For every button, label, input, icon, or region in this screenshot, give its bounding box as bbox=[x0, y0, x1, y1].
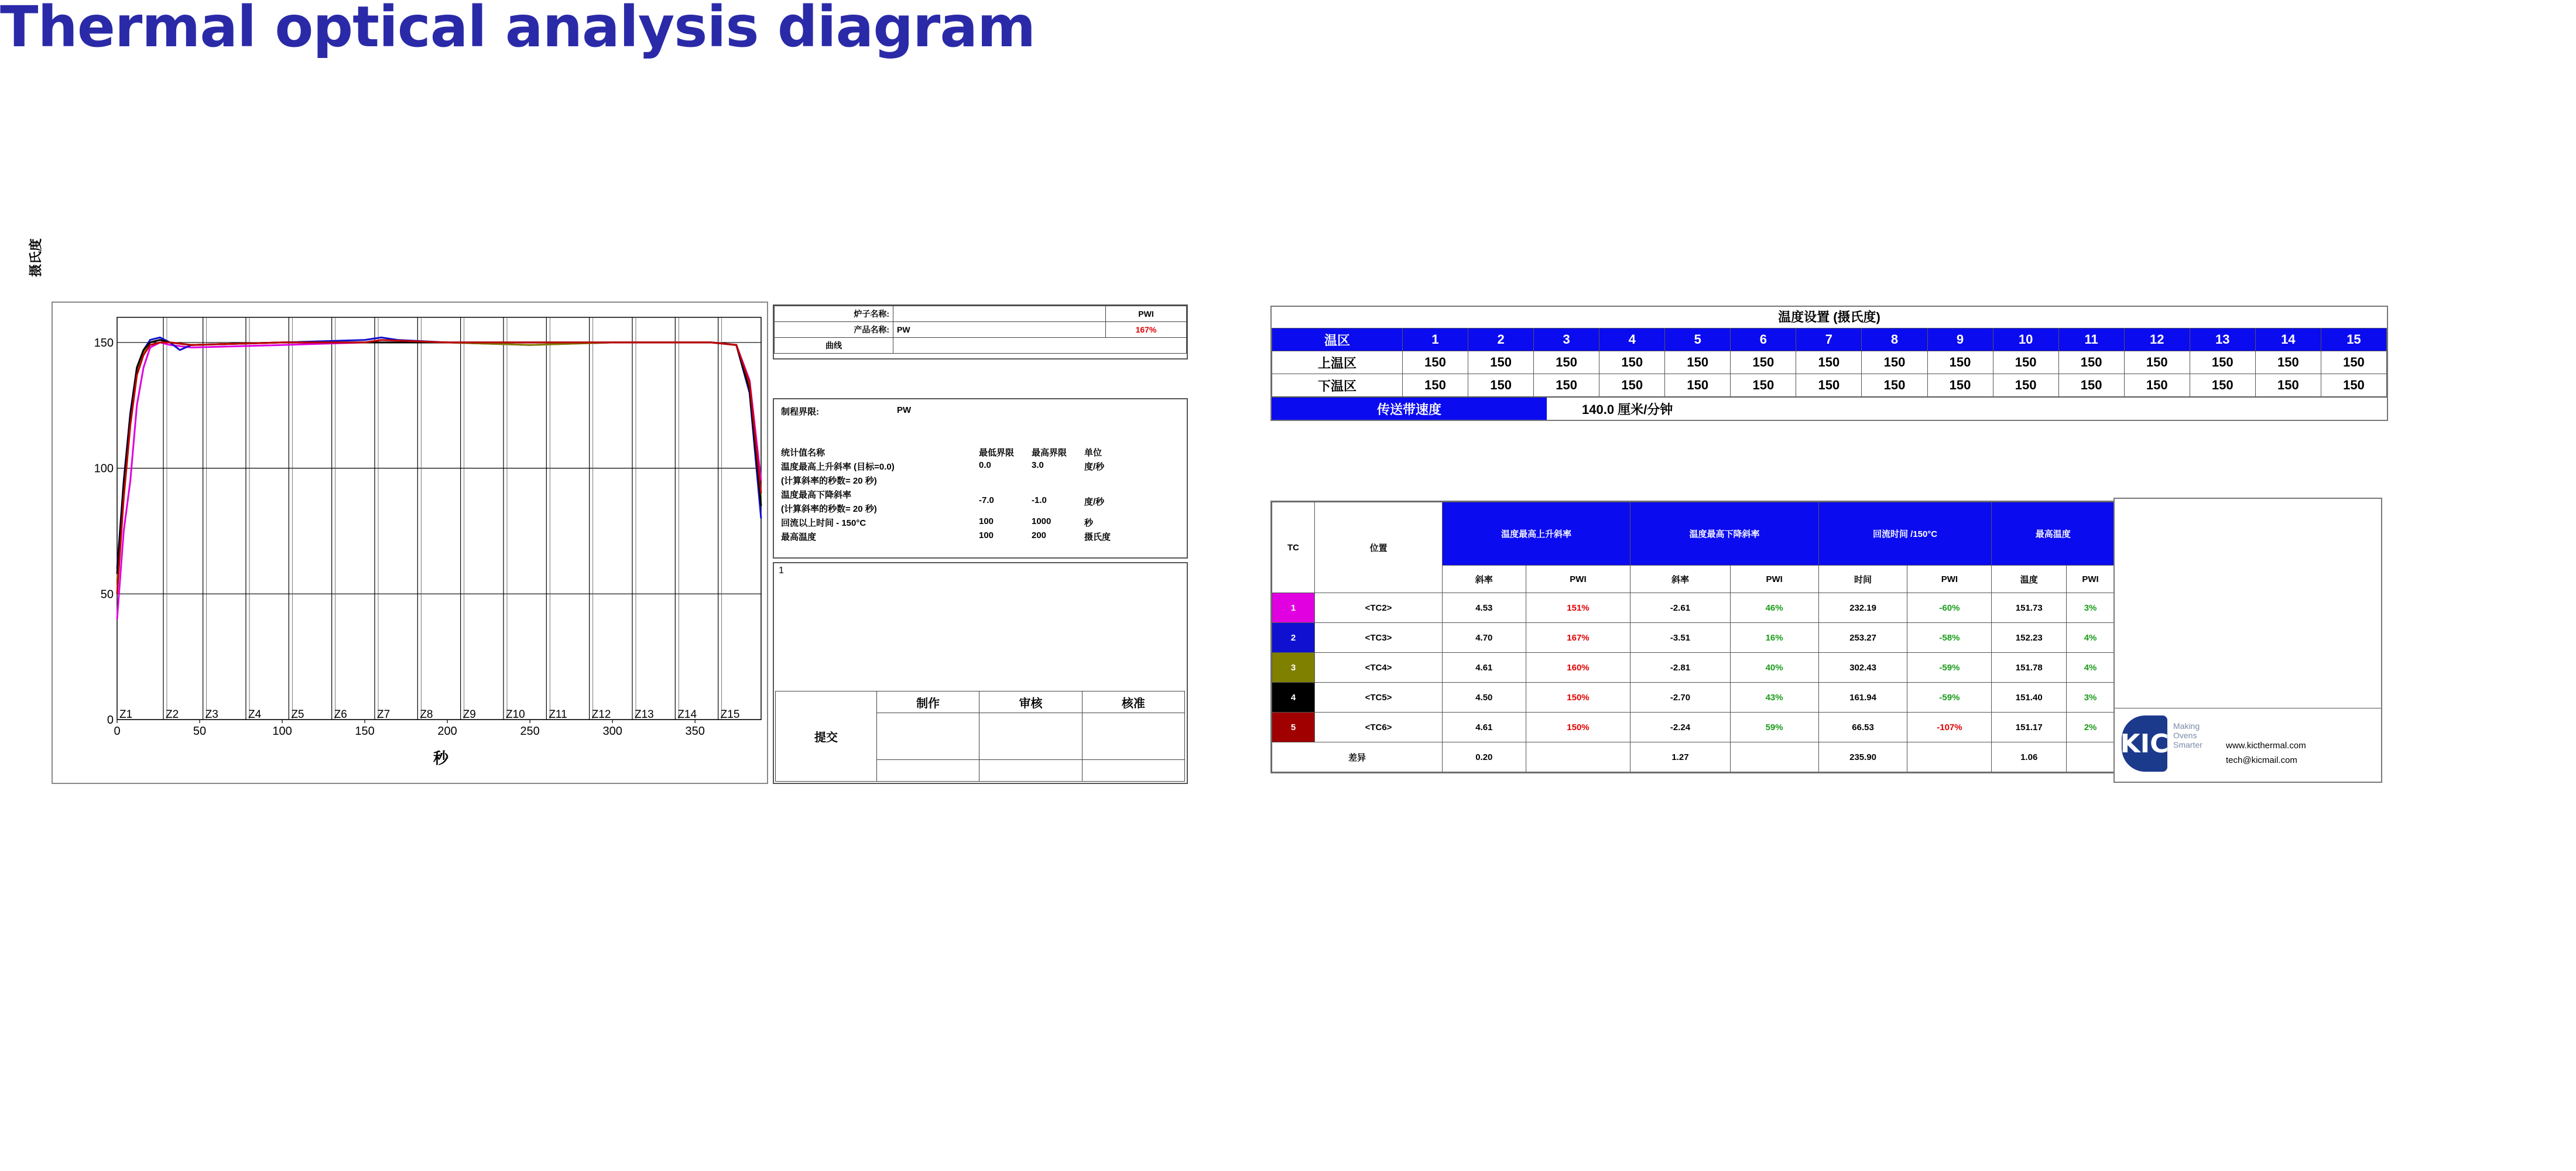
value-cell: -2.24 bbox=[1630, 713, 1730, 742]
pwi-cell: 160% bbox=[1526, 653, 1630, 683]
y-axis-label: 摄氏度 bbox=[28, 238, 43, 278]
limit-name: 温度最高上升斜率 (目标=0.0) bbox=[781, 462, 895, 472]
value-cell: 4.61 bbox=[1443, 653, 1526, 683]
value-cell: -3.51 bbox=[1630, 623, 1730, 653]
limit-name: (计算斜率的秒数= 20 秒) bbox=[781, 476, 877, 486]
zone-number: 8 bbox=[1862, 328, 1927, 351]
lower-zone-value: 150 bbox=[2058, 374, 2124, 397]
plot-area bbox=[117, 317, 761, 720]
upper-zone-value: 150 bbox=[2190, 351, 2255, 374]
make-field[interactable] bbox=[877, 713, 979, 760]
difference-value bbox=[1526, 742, 1630, 772]
value-cell: -2.61 bbox=[1630, 593, 1730, 623]
upper-zone-value: 150 bbox=[1665, 351, 1731, 374]
pwi-cell: 2% bbox=[2067, 713, 2115, 742]
zone-number: 5 bbox=[1665, 328, 1731, 351]
sub-header: PWI bbox=[1907, 566, 1992, 593]
zone-label: Z9 bbox=[463, 708, 476, 721]
pwi-label: PWI bbox=[1106, 306, 1187, 322]
process-value: PW bbox=[897, 405, 912, 415]
sub-header: PWI bbox=[1730, 566, 1818, 593]
zone-label: Z12 bbox=[591, 708, 611, 721]
signoff-table bbox=[775, 691, 1185, 782]
pwi-cell: -107% bbox=[1907, 713, 1992, 742]
max-rise-slope-header: 温度最高上升斜率 bbox=[1443, 502, 1630, 566]
limit-low: -7.0 bbox=[979, 495, 994, 505]
upper-zone-row bbox=[1272, 351, 2387, 374]
zone-label: Z2 bbox=[165, 708, 179, 721]
limit-low: 0.0 bbox=[979, 460, 991, 470]
pwi-cell: 40% bbox=[1730, 653, 1818, 683]
lower-zone-value: 150 bbox=[1403, 374, 1468, 397]
process-limits-box bbox=[773, 398, 1188, 559]
tc-position: <TC2> bbox=[1315, 593, 1443, 623]
lower-zone-value: 150 bbox=[2255, 374, 2321, 397]
lower-zone-value: 150 bbox=[2124, 374, 2190, 397]
logo-panel bbox=[2113, 498, 2382, 783]
product-name-label: 产品名称: bbox=[775, 322, 893, 338]
logo-tagline: Making Ovens Smarter bbox=[2173, 721, 2202, 749]
upper-zone-value: 150 bbox=[2321, 351, 2386, 374]
limit-unit: 摄氏度 bbox=[1084, 532, 1111, 542]
sub-header: PWI bbox=[2067, 566, 2115, 593]
limits-header-unit: 单位 bbox=[1084, 448, 1102, 458]
lower-zone-row bbox=[1272, 374, 2387, 397]
value-cell: 4.70 bbox=[1443, 623, 1526, 653]
value-cell: 152.23 bbox=[1992, 623, 2067, 653]
sub-header: 斜率 bbox=[1630, 566, 1730, 593]
x-tick-label: 50 bbox=[193, 725, 207, 738]
value-cell: 253.27 bbox=[1818, 623, 1907, 653]
zone-header-label: 温区 bbox=[1272, 328, 1403, 351]
logo-area bbox=[2115, 708, 2381, 782]
value-cell: 302.43 bbox=[1818, 653, 1907, 683]
zone-label: Z3 bbox=[205, 708, 218, 721]
oven-info-table bbox=[774, 306, 1187, 354]
limit-name: 回流以上时间 - 150°C bbox=[781, 518, 866, 528]
value-cell: 66.53 bbox=[1818, 713, 1907, 742]
x-tick-label: 250 bbox=[520, 725, 540, 738]
tc-position: <TC5> bbox=[1315, 683, 1443, 713]
table-row bbox=[775, 306, 1187, 322]
pwi-cell: 151% bbox=[1526, 593, 1630, 623]
lower-zone-value: 150 bbox=[1927, 374, 1993, 397]
zone-label: Z7 bbox=[377, 708, 390, 721]
limit-unit: 度/秒 bbox=[1084, 497, 1105, 507]
zone-label: Z6 bbox=[334, 708, 347, 721]
results-table bbox=[1272, 502, 2115, 772]
limit-unit: 秒 bbox=[1084, 518, 1094, 528]
difference-value: 235.90 bbox=[1818, 742, 1907, 772]
value-cell: 151.40 bbox=[1992, 683, 2067, 713]
table-row bbox=[1272, 653, 2115, 683]
lower-zone-value: 150 bbox=[2321, 374, 2386, 397]
upper-zone-value: 150 bbox=[1403, 351, 1468, 374]
curve-value bbox=[893, 338, 1187, 354]
limit-high: 200 bbox=[1032, 530, 1047, 540]
oven-name-label: 炉子名称: bbox=[775, 306, 893, 322]
tc-swatch: 2 bbox=[1272, 623, 1315, 653]
conveyor-speed-value: 140.0 厘米/分钟 bbox=[1582, 402, 1673, 417]
pwi-cell: 59% bbox=[1730, 713, 1818, 742]
results-panel bbox=[1270, 501, 2116, 773]
pwi-cell: -60% bbox=[1907, 593, 1992, 623]
oven-info-box bbox=[773, 304, 1188, 359]
limit-low: 100 bbox=[979, 530, 994, 540]
upper-zone-value: 150 bbox=[2058, 351, 2124, 374]
max-fall-slope-header: 温度最高下降斜率 bbox=[1630, 502, 1818, 566]
limits-header-high: 最高界限 bbox=[1032, 448, 1067, 458]
table-row bbox=[1272, 623, 2115, 653]
oven-name-value bbox=[893, 306, 1106, 322]
value-cell: 161.94 bbox=[1818, 683, 1907, 713]
pwi-cell: 167% bbox=[1526, 623, 1630, 653]
pwi-cell: -59% bbox=[1907, 653, 1992, 683]
pwi-cell: -59% bbox=[1907, 683, 1992, 713]
limits-header-name: 统计值名称 bbox=[781, 448, 825, 458]
zone-number: 9 bbox=[1927, 328, 1993, 351]
sub-header: PWI bbox=[1526, 566, 1630, 593]
lower-zone-value: 150 bbox=[1731, 374, 1796, 397]
upper-zone-value: 150 bbox=[1731, 351, 1796, 374]
tc-swatch: 3 bbox=[1272, 653, 1315, 683]
lower-zone-value: 150 bbox=[1534, 374, 1599, 397]
limit-low: 100 bbox=[979, 516, 994, 526]
value-cell: 151.73 bbox=[1992, 593, 2067, 623]
make-date-field[interactable] bbox=[877, 760, 979, 782]
tc-position: <TC6> bbox=[1315, 713, 1443, 742]
table-row bbox=[776, 691, 1185, 713]
pwi-cell: 4% bbox=[2067, 653, 2115, 683]
tc-position: <TC3> bbox=[1315, 623, 1443, 653]
lower-zone-label: 下温区 bbox=[1272, 374, 1403, 397]
sub-header: 斜率 bbox=[1443, 566, 1526, 593]
pwi-cell: 3% bbox=[2067, 593, 2115, 623]
x-tick-label: 0 bbox=[114, 725, 121, 738]
zone-label: Z1 bbox=[119, 708, 133, 721]
y-tick-label: 100 bbox=[94, 462, 114, 475]
tc-position: <TC4> bbox=[1315, 653, 1443, 683]
zone-label: Z13 bbox=[635, 708, 654, 721]
pwi-cell: -58% bbox=[1907, 623, 1992, 653]
sub-header: 温度 bbox=[1992, 566, 2067, 593]
review-date-field[interactable] bbox=[979, 760, 1082, 782]
pwi-cell: 16% bbox=[1730, 623, 1818, 653]
page-title: Thermal optical analysis diagram bbox=[0, 0, 1036, 60]
x-tick-label: 300 bbox=[602, 725, 622, 738]
zone-number: 3 bbox=[1534, 328, 1599, 351]
lower-zone-value: 150 bbox=[1993, 374, 2058, 397]
value-cell: 232.19 bbox=[1818, 593, 1907, 623]
pwi-cell: 150% bbox=[1526, 683, 1630, 713]
pwi-cell: 46% bbox=[1730, 593, 1818, 623]
upper-zone-value: 150 bbox=[2255, 351, 2321, 374]
difference-value bbox=[1730, 742, 1818, 772]
tc-swatch: 1 bbox=[1272, 593, 1315, 623]
review-field[interactable] bbox=[979, 713, 1082, 760]
zone-number: 10 bbox=[1993, 328, 2058, 351]
process-label: 制程界限: bbox=[781, 407, 819, 417]
value-cell: 4.61 bbox=[1443, 713, 1526, 742]
zone-label: Z8 bbox=[420, 708, 433, 721]
limit-name: 最高温度 bbox=[781, 532, 817, 542]
peak-temp-header: 最高温度 bbox=[1992, 502, 2115, 566]
notes-text: 1 bbox=[779, 566, 784, 576]
upper-zone-value: 150 bbox=[1599, 351, 1665, 374]
upper-zone-value: 150 bbox=[1993, 351, 2058, 374]
zone-label: Z10 bbox=[506, 708, 525, 721]
upper-zone-value: 150 bbox=[1927, 351, 1993, 374]
reflow-time-header: 回流时间 /150°C bbox=[1818, 502, 1992, 566]
limit-high: -1.0 bbox=[1032, 495, 1047, 505]
x-tick-label: 100 bbox=[272, 725, 292, 738]
table-row bbox=[1272, 593, 2115, 623]
y-tick-label: 0 bbox=[107, 714, 114, 727]
email-link[interactable]: tech@kicmail.com bbox=[2226, 755, 2297, 765]
temperature-profile-chart bbox=[53, 303, 767, 783]
tc-swatch: 4 bbox=[1272, 683, 1315, 713]
lower-zone-value: 150 bbox=[2190, 374, 2255, 397]
difference-value: 1.06 bbox=[1992, 742, 2067, 772]
upper-zone-value: 150 bbox=[2124, 351, 2190, 374]
difference-row bbox=[1272, 742, 2115, 772]
tc-header: TC bbox=[1272, 502, 1315, 593]
zone-label: Z14 bbox=[677, 708, 697, 721]
value-cell: 4.53 bbox=[1443, 593, 1526, 623]
zone-number: 7 bbox=[1796, 328, 1862, 351]
limit-high: 1000 bbox=[1032, 516, 1051, 526]
conveyor-speed-row bbox=[1272, 397, 2387, 420]
review-label: 审核 bbox=[979, 691, 1082, 713]
value-cell: 151.78 bbox=[1992, 653, 2067, 683]
y-tick-label: 150 bbox=[94, 336, 114, 350]
y-tick-label: 50 bbox=[100, 588, 114, 601]
tc-swatch: 5 bbox=[1272, 713, 1315, 742]
zone-number: 11 bbox=[2058, 328, 2124, 351]
lower-zone-value: 150 bbox=[1468, 374, 1534, 397]
lower-zone-value: 150 bbox=[1796, 374, 1862, 397]
x-tick-label: 150 bbox=[355, 725, 375, 738]
limit-high: 3.0 bbox=[1032, 460, 1044, 470]
x-tick-label: 350 bbox=[685, 725, 705, 738]
value-cell: -2.81 bbox=[1630, 653, 1730, 683]
limit-name: 温度最高下降斜率 bbox=[781, 490, 852, 500]
kic-logo-icon: KIC bbox=[2122, 715, 2167, 772]
table-row bbox=[775, 338, 1187, 354]
temperature-settings bbox=[1270, 306, 2388, 421]
zone-number: 2 bbox=[1468, 328, 1534, 351]
upper-zone-value: 150 bbox=[1862, 351, 1927, 374]
difference-label: 差异 bbox=[1272, 742, 1443, 772]
sub-header: 时间 bbox=[1818, 566, 1907, 593]
limit-name: (计算斜率的秒数= 20 秒) bbox=[781, 504, 877, 514]
approve-field[interactable] bbox=[1082, 713, 1184, 760]
zone-number: 1 bbox=[1403, 328, 1468, 351]
table-row bbox=[1272, 683, 2115, 713]
zone-settings-table bbox=[1272, 328, 2387, 397]
zone-number: 15 bbox=[2321, 328, 2386, 351]
value-cell: -2.70 bbox=[1630, 683, 1730, 713]
difference-value: 0.20 bbox=[1443, 742, 1526, 772]
pwi-cell: 150% bbox=[1526, 713, 1630, 742]
difference-value bbox=[2067, 742, 2115, 772]
pwi-cell: 43% bbox=[1730, 683, 1818, 713]
table-row bbox=[775, 322, 1187, 338]
submit-label: 提交 bbox=[776, 691, 877, 782]
upper-zone-value: 150 bbox=[1534, 351, 1599, 374]
zone-number: 12 bbox=[2124, 328, 2190, 351]
lower-zone-value: 150 bbox=[1665, 374, 1731, 397]
notes-box bbox=[773, 562, 1188, 784]
results-group-row bbox=[1272, 502, 2115, 566]
upper-zone-value: 150 bbox=[1468, 351, 1534, 374]
value-cell: 151.17 bbox=[1992, 713, 2067, 742]
position-header: 位置 bbox=[1315, 502, 1443, 593]
x-axis-label: 秒 bbox=[433, 749, 449, 767]
zone-number: 14 bbox=[2255, 328, 2321, 351]
difference-value bbox=[1907, 742, 1992, 772]
zone-label: Z15 bbox=[720, 708, 740, 721]
difference-value: 1.27 bbox=[1630, 742, 1730, 772]
website-link[interactable]: www.kicthermal.com bbox=[2226, 741, 2306, 751]
approve-date-field[interactable] bbox=[1082, 760, 1184, 782]
limit-unit: 度/秒 bbox=[1084, 462, 1105, 472]
pwi-cell: 4% bbox=[2067, 623, 2115, 653]
upper-zone-label: 上温区 bbox=[1272, 351, 1403, 374]
zone-label: Z5 bbox=[291, 708, 304, 721]
value-cell: 4.50 bbox=[1443, 683, 1526, 713]
zone-number: 4 bbox=[1599, 328, 1665, 351]
pwi-value: 167% bbox=[1106, 322, 1187, 338]
lower-zone-value: 150 bbox=[1862, 374, 1927, 397]
conveyor-speed-label: 传送带速度 bbox=[1272, 398, 1547, 420]
profile-chart-panel bbox=[52, 302, 768, 784]
zone-label: Z4 bbox=[248, 708, 262, 721]
settings-title: 温度设置 (摄氏度) bbox=[1778, 310, 1880, 324]
table-row bbox=[1272, 713, 2115, 742]
zone-number: 6 bbox=[1731, 328, 1796, 351]
lower-zone-value: 150 bbox=[1599, 374, 1665, 397]
approve-label: 核准 bbox=[1082, 691, 1184, 713]
curve-label: 曲线 bbox=[775, 338, 893, 354]
pwi-cell: 3% bbox=[2067, 683, 2115, 713]
zone-number: 13 bbox=[2190, 328, 2255, 351]
limits-header-low: 最低界限 bbox=[979, 448, 1015, 458]
x-tick-label: 200 bbox=[437, 725, 457, 738]
make-label: 制作 bbox=[877, 691, 979, 713]
product-name-value: PW bbox=[893, 322, 1106, 338]
zone-label: Z11 bbox=[549, 708, 567, 721]
zone-header-row bbox=[1272, 328, 2387, 351]
upper-zone-value: 150 bbox=[1796, 351, 1862, 374]
